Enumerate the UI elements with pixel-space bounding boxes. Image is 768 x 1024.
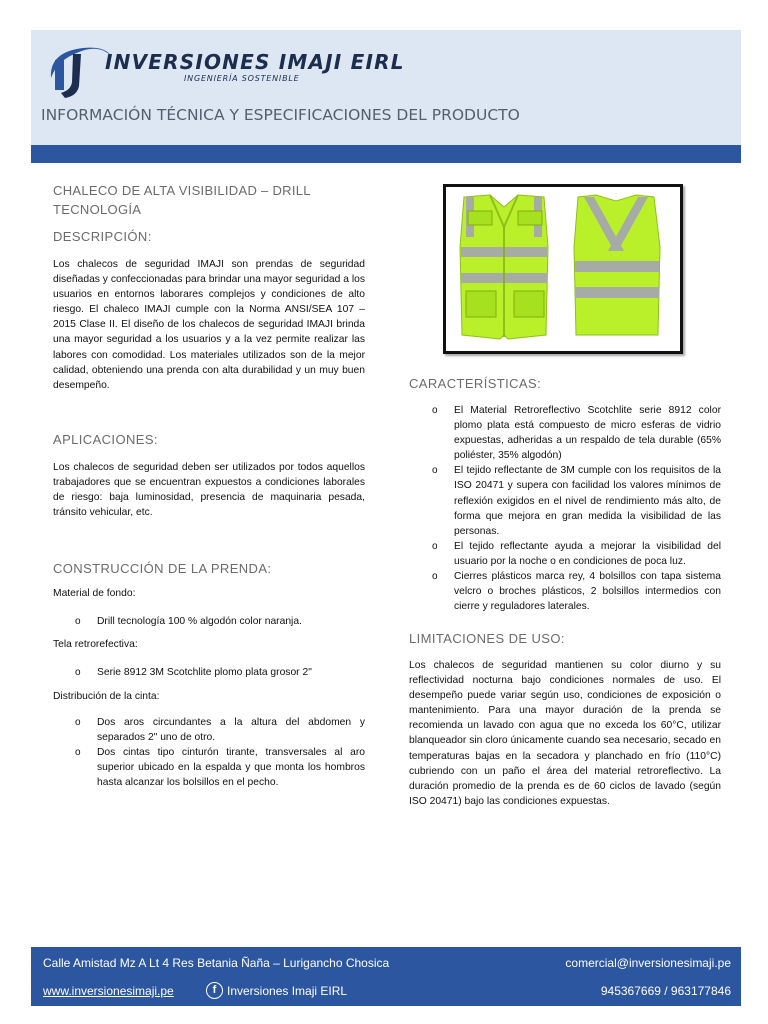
descripcion-heading: DESCRIPCIÓN: — [53, 229, 152, 244]
company-tagline: INGENIERÍA SOSTENIBLE — [184, 74, 300, 83]
footer-address: Calle Amistad Mz A Lt 4 Res Betania Ñaña – Lurigancho Chosica — [43, 956, 390, 970]
descripcion-text: Los chalecos de seguridad IMAJI son prendas de seguridad diseñadas y confeccionadas para brindar una mayor seguridad a los usuarios en entornos laborares complejos y condiciones de alto riesgo. El chaleco IMAJI cumple con la Norma ANSI/SEA 107 – 2015 Clase II. El diseño de los chalecos de seguridad IMAJI brinda una mayor seguridad a los usuarios y a la vez permite realizar las labores con comodidad. Los materiales utilizados son de la mejor calidad, obteniendo una prenda con alta durabilidad y un muy buen desempeño. — [53, 259, 365, 391]
tela-label: Tela retrorefectiva: — [53, 639, 138, 650]
footer-email-link[interactable]: comercial@inversionesimaji.pe — [565, 956, 731, 970]
bullet-icon: o — [75, 616, 81, 627]
list-item: o El Material Retroreflectivo Scotchlite serie 8912 color plomo plata está compuesto de micro esferas de vidrio expuestas, adheridas a un respaldo de tela durable (65% poliéster, 35% algodón) — [432, 405, 721, 462]
list-item: o El tejido reflectante ayuda a mejorar la visibilidad del usuario por la noche o en condiciones de poca luz. — [432, 540, 721, 567]
cinta-list — [75, 715, 365, 790]
list-item: o Dos aros circundantes a la altura del abdomen y separados 2" uno de otro. — [75, 717, 365, 744]
material-label: Material de fondo: — [53, 588, 136, 599]
safety-vest-icon — [446, 187, 680, 351]
bullet-icon: o — [432, 571, 438, 583]
company-name: INVERSIONES IMAJI EIRL — [105, 50, 405, 74]
document-footer — [31, 947, 741, 1006]
material-list — [75, 614, 365, 629]
company-logo-icon — [43, 38, 111, 98]
caracteristicas-list — [432, 403, 721, 614]
bullet-icon: o — [432, 405, 438, 416]
limitaciones-heading: LIMITACIONES DE USO: — [409, 631, 565, 646]
header-divider-bar — [31, 145, 741, 163]
footer-phones: 945367669 / 963177846 — [600, 984, 731, 998]
tela-list — [75, 665, 365, 680]
footer-website-link[interactable]: www.inversionesimaji.pe — [43, 984, 174, 998]
list-item: o Serie 8912 3M Scotchlite plomo plata grosor 2" — [75, 665, 365, 680]
construccion-heading: CONSTRUCCIÓN DE LA PRENDA: — [53, 561, 272, 576]
bullet-icon: o — [75, 717, 81, 728]
list-item: o Cierres plásticos marca rey, 4 bolsillos con tapa sistema velcro o broches plásticos, 2 bolsillos intermedios con cierre y reguladores laterales. — [432, 571, 721, 613]
bullet-icon: o — [75, 667, 81, 678]
document-title: INFORMACIÓN TÉCNICA Y ESPECIFICACIONES DEL PRODUCTO — [41, 106, 520, 124]
limitaciones-text: Los chalecos de seguridad mantienen su color diurno y su reflectividad nocturna bajo condiciones normales de uso. El desempeño puede variar según uso, condiciones de exposición o mantenimiento. Para una mayor duración de la prenda se recomienda un lavado con agua que no exceda los 60°C, utilizar blanqueador sin cloro únicamente cuando sea necesario, secado en temperaturas bajas en la secadora y planchado en frío (110°C) cubriendo con un paño el área del material retroreflectivo. La duración promedio de la prenda es de 60 ciclos de lavado (según ISO 20471) bajo las condiciones expuestas. — [409, 660, 721, 807]
footer-facebook-link[interactable]: Inversiones Imaji EIRL — [227, 984, 348, 998]
document-header — [31, 30, 741, 145]
list-item: o Drill tecnología 100 % algodón color naranja. — [75, 614, 365, 629]
safety-vest-photo — [443, 184, 683, 354]
aplicaciones-heading: APLICACIONES: — [53, 432, 158, 447]
facebook-icon: f — [206, 982, 223, 999]
cinta-label: Distribución de la cinta: — [53, 691, 160, 702]
bullet-icon: o — [432, 540, 438, 552]
caracteristicas-heading: CARACTERÍSTICAS: — [409, 376, 542, 391]
product-title: CHALECO DE ALTA VISIBILIDAD – DRILL TECNOLOGÍA — [53, 183, 311, 217]
bullet-icon: o — [432, 465, 438, 477]
list-item: o Dos cintas tipo cinturón tirante, transversales al aro superior ubicado en la espalda y que monta los hombros hasta alcanzar los bolsillos en el pecho. — [75, 747, 365, 789]
list-item: o El tejido reflectante de 3M cumple con los requisitos de la ISO 20471 y supera con facilidad los valores mínimos de reflexión exigidos en el nivel de rendimiento más alto, de forma que mejora en gran medida la visibilidad de las personas. — [432, 465, 721, 537]
bullet-icon: o — [75, 747, 81, 759]
aplicaciones-text: Los chalecos de seguridad deben ser utilizados por todos aquellos trabajadores que se encuentran expuestos a condiciones laborales de riesgo: baja luminosidad, presencia de maquinaria pesada, tránsito vehicular, etc. — [53, 462, 365, 519]
